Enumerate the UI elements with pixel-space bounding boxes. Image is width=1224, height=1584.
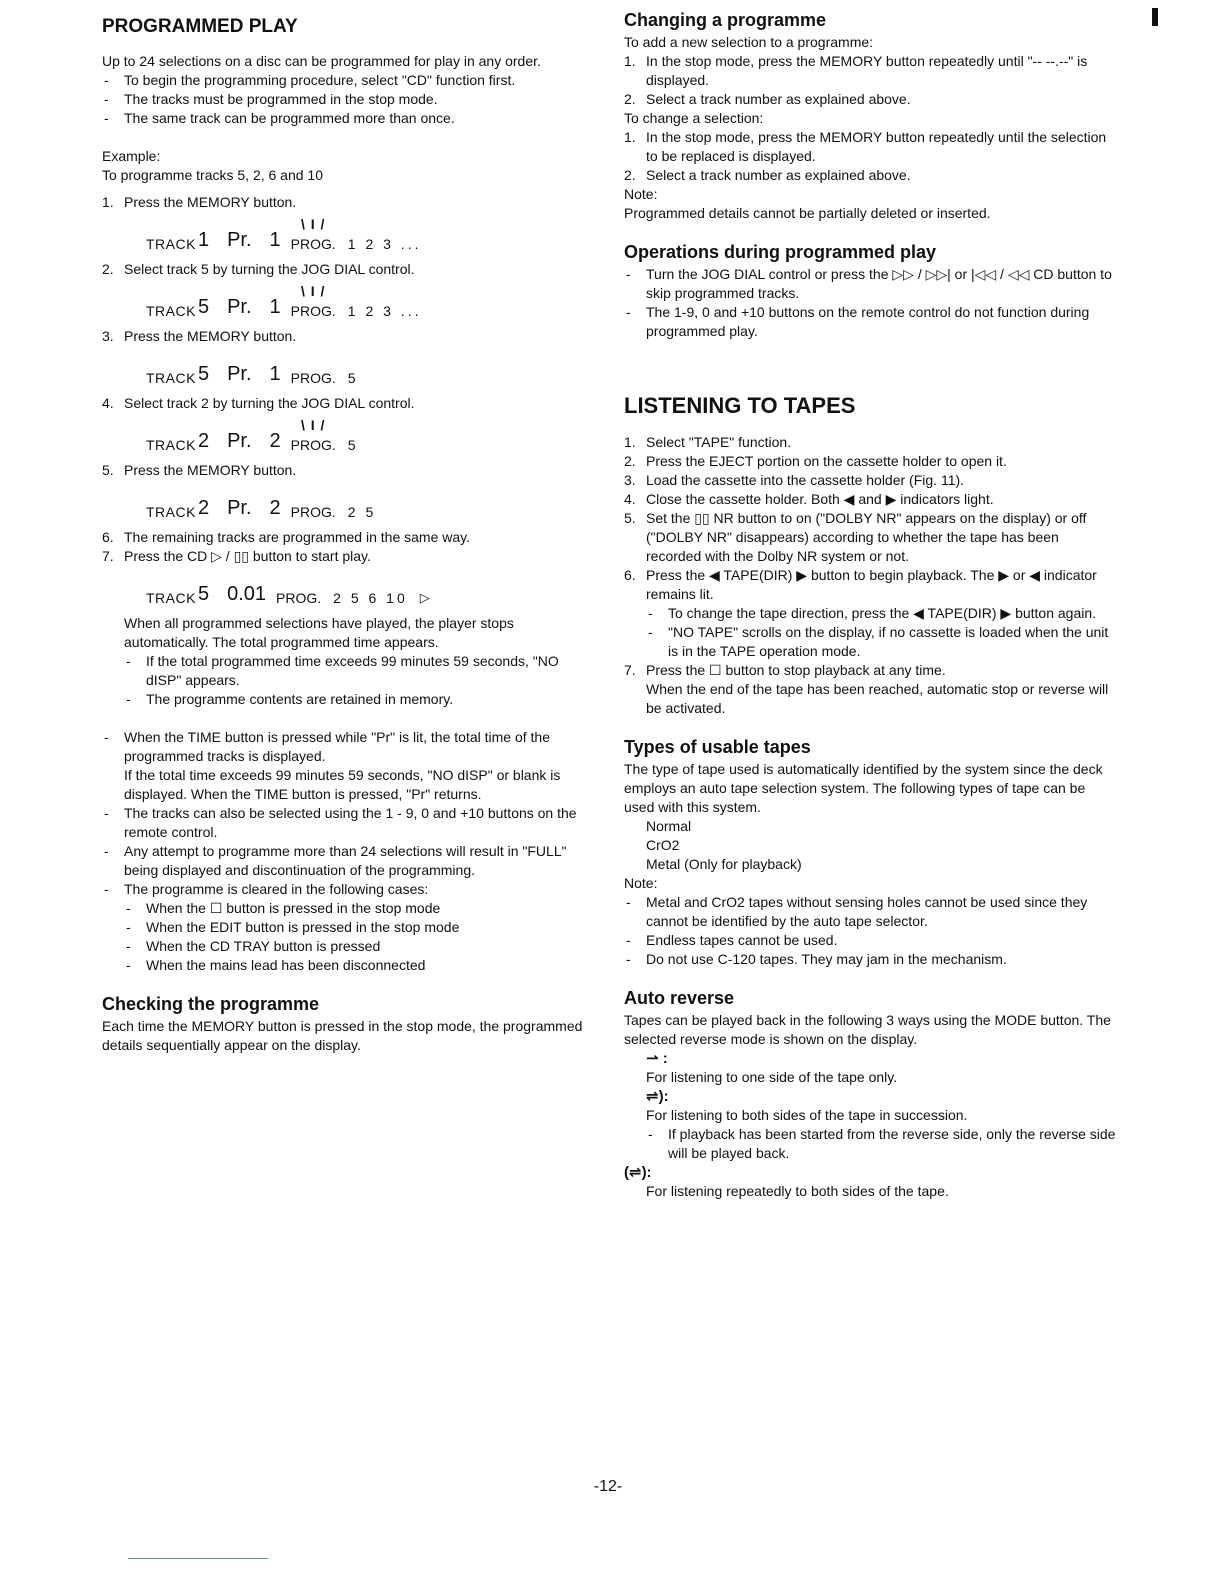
mode-text: For listening to one side of the tape only.: [646, 1069, 898, 1085]
note-item: - The programme is cleared in the following cases:: [104, 881, 429, 897]
auto-reverse-text: Tapes can be played back in the following 3 ways using the MODE button. The selected reverse mode is shown on the display.: [624, 1012, 1111, 1047]
list-item: - Endless tapes cannot be used.: [626, 932, 838, 948]
list-item: - The same track can be programmed more than once.: [104, 110, 455, 126]
note-item: - When the TIME button is pressed while "Pr" is lit, the total time of the programmed tracks is displayed. If the total time exceeds 99 minutes 59 seconds, "NO dISP" or blank is displayed. When the TIME button is pressed, "Pr" returns.: [104, 729, 561, 802]
display-readout: TRACK 2 Pr. 2 PROG. 2 5: [146, 497, 377, 520]
change-label: To change a selection:: [624, 110, 764, 126]
step-item: 2. Press the EJECT portion on the cassette holder to open it.: [624, 453, 1007, 469]
step-item: 3. Load the cassette into the cassette holder (Fig. 11).: [624, 472, 965, 488]
programmed-play-title: PROGRAMMED PLAY: [102, 16, 298, 37]
step-item: 6. Press the ◀ TAPE(DIR) ▶ button to begin playback. The ▶ or ◀ indicator remains lit.: [624, 567, 1097, 602]
step-item: 6. The remaining tracks are programmed in the same way.: [102, 529, 470, 545]
list-item: - When the CD TRAY button is pressed: [126, 938, 381, 954]
example-text: To programme tracks 5, 2, 6 and 10: [102, 167, 323, 183]
blink-indicator: \ I /: [300, 417, 326, 433]
step-item: 2. Select a track number as explained above.: [624, 91, 911, 107]
list-item: - "NO TAPE" scrolls on the display, if no cassette is loaded when the unit is in the TAPE operation mode.: [648, 624, 1109, 659]
list-item: - Do not use C-120 tapes. They may jam in the mechanism.: [626, 951, 1007, 967]
list-item: - Metal and CrO2 tapes without sensing holes cannot be used since they cannot be identified by the auto tape selector.: [626, 894, 1088, 929]
step-item: 1. In the stop mode, press the MEMORY button repeatedly until "-- --.--" is displayed.: [624, 53, 1088, 88]
page-number: -12-: [593, 1478, 623, 1495]
left-column: [102, 10, 586, 1055]
step-item: 1. In the stop mode, press the MEMORY button repeatedly until the selection to be replaced is displayed.: [624, 129, 1107, 164]
step7-extra: When the end of the tape has been reached, automatic stop or reverse will be activated.: [646, 681, 1109, 716]
tape-type-normal: Normal: [646, 818, 692, 834]
operations-title: Operations during programmed play: [624, 242, 937, 262]
step-item: 1. Select "TAPE" function.: [624, 434, 792, 450]
intro-text: Up to 24 selections on a disc can be programmed for play in any order.: [102, 53, 541, 69]
play-indicator-icon: ▷: [419, 590, 430, 605]
list-item: - The programme contents are retained in memory.: [126, 691, 454, 707]
list-item: - To change the tape direction, press the ◀ TAPE(DIR) ▶ button again.: [648, 605, 1097, 621]
tape-type-cro2: CrO2: [646, 837, 680, 853]
step-item: 2. Select track 5 by turning the JOG DIAL control.: [102, 261, 415, 277]
list-item: - If playback has been started from the reverse side, only the reverse side will be played back.: [648, 1126, 1116, 1161]
step-item: 4. Close the cassette holder. Both ◀ and ▶ indicators light.: [624, 491, 994, 507]
after-play-text: When all programmed selections have played, the player stops automatically. The total programmed time appears.: [124, 615, 514, 650]
types-text: The type of tape used is automatically identified by the system since the deck employs an auto tape selection system. The following types of tape can be used with this system.: [624, 761, 1103, 815]
note-item: - The tracks can also be selected using the 1 - 9, 0 and +10 buttons on the remote control.: [104, 805, 577, 840]
note-text: Programmed details cannot be partially deleted or inserted.: [624, 205, 991, 221]
list-item: - If the total programmed time exceeds 99 minutes 59 seconds, "NO dISP" appears.: [126, 653, 559, 688]
example-label: Example:: [102, 148, 161, 164]
scan-artifact-line: [128, 1558, 268, 1559]
types-note-label: Note:: [624, 875, 658, 891]
list-item: - The 1-9, 0 and +10 buttons on the remote control do not function during programmed play.: [626, 304, 1090, 339]
auto-reverse-title: Auto reverse: [624, 988, 735, 1008]
list-item: - Turn the JOG DIAL control or press the ▷▷ / ▷▷| or |◁◁ / ◁◁ CD button to skip programmed tracks.: [626, 266, 1112, 301]
step-item: 3. Press the MEMORY button.: [102, 328, 297, 344]
note-label: Note:: [624, 186, 658, 202]
step-item: 7. Press the CD ▷ / ▯▯ button to start play.: [102, 548, 371, 564]
step-item: 7. Press the ☐ button to stop playback at any time.: [624, 662, 946, 678]
blink-indicator: \ I /: [300, 283, 326, 299]
display-readout: TRACK 5 0.01 PROG. 2 5 6 10 ▷: [146, 583, 430, 606]
display-readout: TRACK 1 Pr. 1 \ I / PROG. 1 2 3 ...: [146, 216, 422, 252]
page-edge-mark: [1152, 8, 1158, 26]
display-readout: TRACK 2 Pr. 2 \ I / PROG. 5: [146, 417, 359, 453]
step-item: 5. Set the ▯▯ NR button to on ("DOLBY NR" appears on the display) or off ("DOLBY NR" disappears) according to whether the tape has been recorded with the Dolby NR system or not.: [624, 510, 1087, 564]
add-label: To add a new selection to a programme:: [624, 34, 874, 50]
changing-title: Changing a programme: [624, 10, 827, 30]
tapes-title: LISTENING TO TAPES: [624, 393, 856, 418]
mode-text: For listening repeatedly to both sides of the tape.: [646, 1183, 949, 1199]
step-item: 5. Press the MEMORY button.: [102, 462, 297, 478]
checking-title: Checking the programme: [102, 994, 320, 1014]
display-readout: TRACK 5 Pr. 1 \ I / PROG. 1 2 3 ...: [146, 283, 422, 319]
checking-text: Each time the MEMORY button is pressed in the stop mode, the programmed details sequentially appear on the display.: [102, 1018, 583, 1053]
mode-repeat-icon: (⇌):: [624, 1164, 652, 1181]
step-item: 2. Select a track number as explained above.: [624, 167, 911, 183]
list-item: - When the mains lead has been disconnected: [126, 957, 426, 973]
note-item: - Any attempt to programme more than 24 selections will result in "FULL" being displayed and discontinuation of the programming.: [104, 843, 567, 878]
mode-both-sides-icon: ⇌):: [646, 1088, 669, 1105]
list-item: - When the ☐ button is pressed in the stop mode: [126, 900, 441, 916]
step-item: 4. Select track 2 by turning the JOG DIAL control.: [102, 395, 415, 411]
tape-type-metal: Metal (Only for playback): [646, 856, 802, 872]
step-item: 1. Press the MEMORY button.: [102, 194, 297, 210]
list-item: - When the EDIT button is pressed in the stop mode: [126, 919, 460, 935]
list-item: - The tracks must be programmed in the stop mode.: [104, 91, 438, 107]
list-item: - To begin the programming procedure, select "CD" function first.: [104, 72, 516, 88]
right-column: [624, 10, 1116, 1201]
blink-indicator: \ I /: [300, 216, 326, 232]
display-readout: TRACK 5 Pr. 1 PROG. 5: [146, 363, 359, 386]
mode-text: For listening to both sides of the tape in succession.: [646, 1107, 968, 1123]
mode-one-side-icon: ⇀ :: [646, 1050, 668, 1067]
types-title: Types of usable tapes: [624, 737, 811, 757]
